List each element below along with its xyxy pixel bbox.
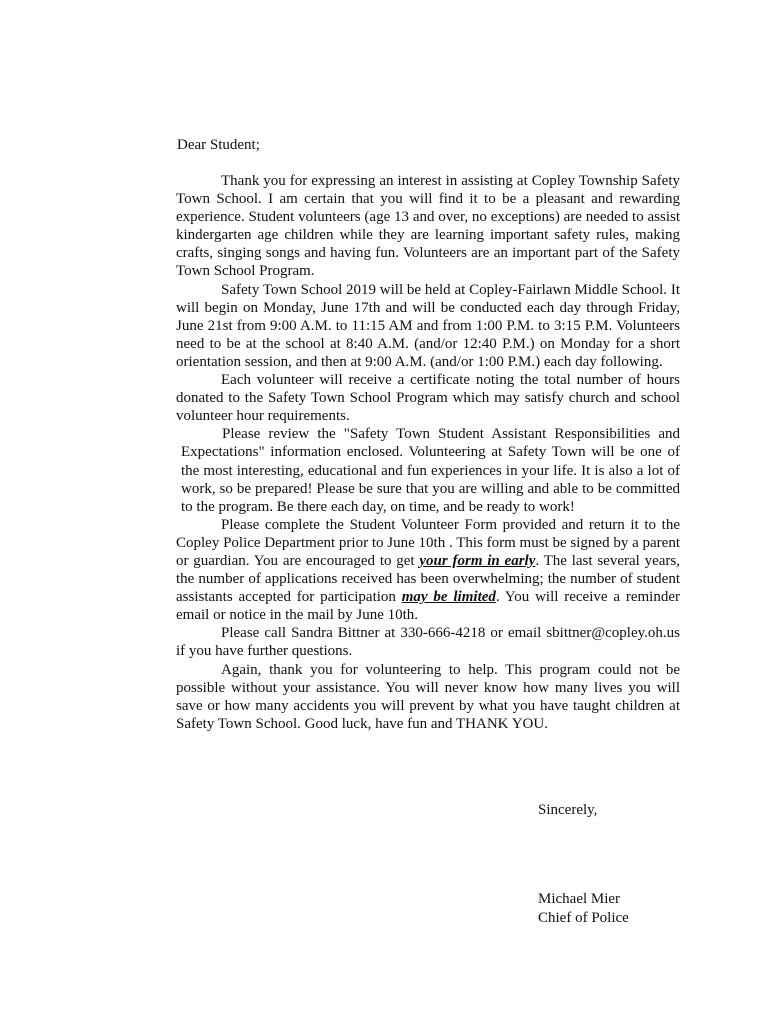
- paragraph-expectations: Please review the "Safety Town Student Assistant Responsibilities and Expectations" information enclosed. Volunteering at Safety Town will be one of the most interesting, educational and fun experiences in your life. It is also a lot of work, so be prepared! Please be sure that you are willing and able to be committed to the program. Be there each day, on time, and be ready to work!: [181, 426, 680, 515]
- signer-title: Chief of Police: [538, 909, 629, 926]
- letter-body: [176, 172, 680, 733]
- signer-name: Michael Mier: [538, 891, 621, 907]
- paragraph-contact: Please call Sandra Bittner at 330-666-4218 or email sbittner@copley.oh.us if you have further questions.: [176, 625, 680, 660]
- form-text-a: Please complete the Student Volunteer Form provided and return it to the Copley Police Department prior to June 10th . This form must be signed by a parent or guardian. You are encouraged to get: [176, 516, 680, 569]
- signature-block: [538, 890, 629, 927]
- closing: Sincerely,: [538, 802, 598, 818]
- paragraph-thanks: Again, thank you for volunteering to help. This program could not be possible without your assistance. You will never know how many lives you will save or how many accidents you will prevent by what you have taught children at Safety Town School. Good luck, have fun and THANK YOU.: [176, 661, 680, 732]
- paragraph-schedule: Safety Town School 2019 will be held at Copley-Fairlawn Middle School. It will begin on Monday, June 17th and will be conducted each day through Friday, June 21st from 9:00 A.M. to 11:15 AM and from 1:00 P.M. to 3:15 P.M. Volunteers need to be at the school at 8:40 A.M. (and/or 12:40 P.M.) on Monday for a short orientation session, and then at 9:00 A.M. (and/or 1:00 P.M.) each day following.: [176, 281, 680, 370]
- paragraph-form: [176, 516, 680, 625]
- emphasis-may-be-limited: may be limited: [401, 589, 496, 606]
- form-text-c: . You will receive a reminder email or notice in the mail by June 10th.: [176, 589, 680, 624]
- paragraph-intro: Thank you for expressing an interest in assisting at Copley Township Safety Town School. I am certain that you will find it to be a pleasant and rewarding experience. Student volunteers (age 13 and over, no exceptions) are needed to assist kindergarten age children while they are learning important safety rules, making crafts, singing songs and having fun. Volunteers are an important part of the Safety Town School Program.: [176, 173, 680, 280]
- form-text-b: . The last several years, the number of applications received has been overwhelming; the number of student assistants accepted for participation: [176, 552, 680, 606]
- emphasis-form-early: your form in early: [419, 552, 536, 569]
- paragraph-certificate: Each volunteer will receive a certificate noting the total number of hours donated to the Safety Town School Program which may satisfy church and school volunteer hour requirements.: [176, 372, 680, 425]
- greeting: Dear Student;: [177, 137, 260, 153]
